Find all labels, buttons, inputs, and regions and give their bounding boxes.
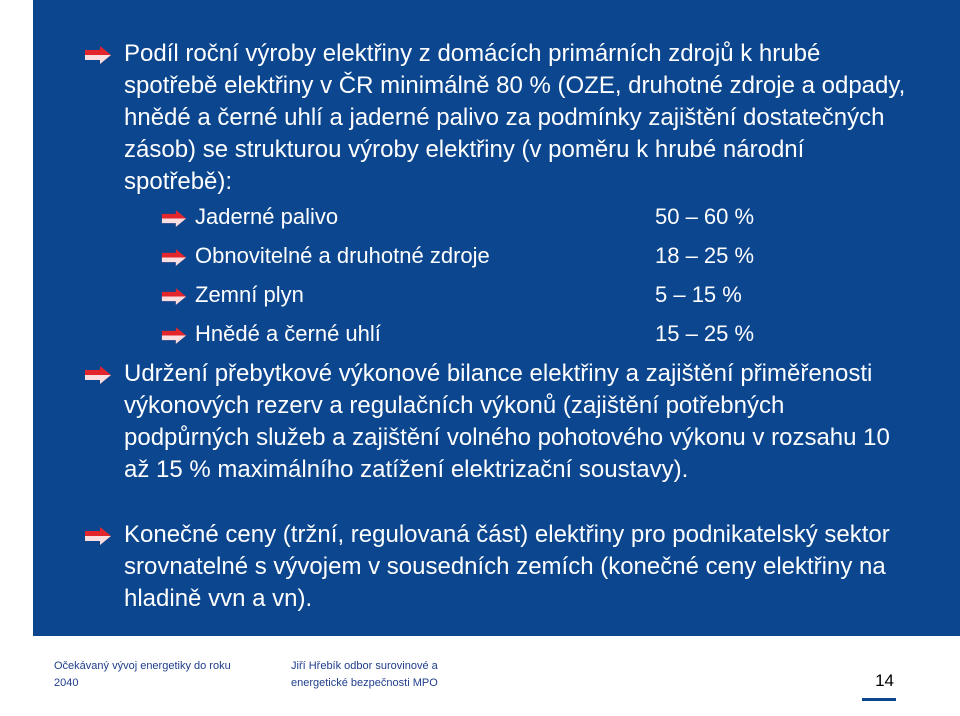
bullet-text: Konečné ceny (tržní, regulovaná část) elektřiny pro podnikatelský sektor srovnatelné s vývojem v sousedních zemích (konečné ceny elektřiny na hladině vvn a vn). [124, 521, 890, 612]
page-number-underline [862, 698, 896, 701]
page-number: 14 [875, 671, 894, 690]
source-name: Zemní plyn [195, 282, 304, 307]
footer-presentation-title: Očekávaný vývoj energetiky do roku 2040 [54, 660, 231, 689]
arrow-bullet-icon [161, 210, 187, 227]
footer-author: Jiří Hřebík odbor surovinové a energetické bezpečnosti MPO [291, 660, 438, 689]
arrow-bullet-icon [161, 327, 187, 344]
arrow-bullet-icon [84, 366, 112, 384]
source-name: Jaderné palivo [195, 204, 339, 229]
arrow-bullet-icon [161, 288, 187, 305]
arrow-bullet-icon [161, 249, 187, 266]
source-share: 15 – 25 % [655, 321, 755, 346]
arrow-bullet-icon [84, 46, 112, 64]
bullet-domestic-sources [89, 38, 909, 198]
source-share: 18 – 25 % [655, 243, 755, 268]
source-share: 50 – 60 % [655, 204, 755, 229]
source-name: Hnědé a černé uhlí [195, 321, 381, 346]
bullet-text: Udržení přebytkové výkonové bilance elektřiny a zajištění přiměřenosti výkonových rezerv a regulačních výkonů (zajištění potřebných podpůrných služeb a zajištění volného pohotového výkonu v rozsahu 10 až 15 % maximálního zatížení elektrizační soustavy). [124, 360, 890, 483]
source-share: 5 – 15 % [655, 282, 742, 307]
slide-content-panel [33, 0, 960, 636]
bullet-power-balance [89, 358, 909, 486]
arrow-bullet-icon [84, 527, 112, 545]
bullet-text: Podíl roční výroby elektřiny z domácích primárních zdrojů k hrubé spotřebě elektřiny v ČR minimálně 80 % (OZE, druhotné zdroje a odpady, hnědé a černé uhlí a jaderné palivo za podmínky zajištění dostatečných zásob) se strukturou výroby elektřiny (v poměru k hrubé národní spotřebě): [124, 40, 906, 195]
bullet-final-prices [89, 519, 909, 615]
source-name: Obnovitelné a druhotné zdroje [195, 243, 490, 268]
